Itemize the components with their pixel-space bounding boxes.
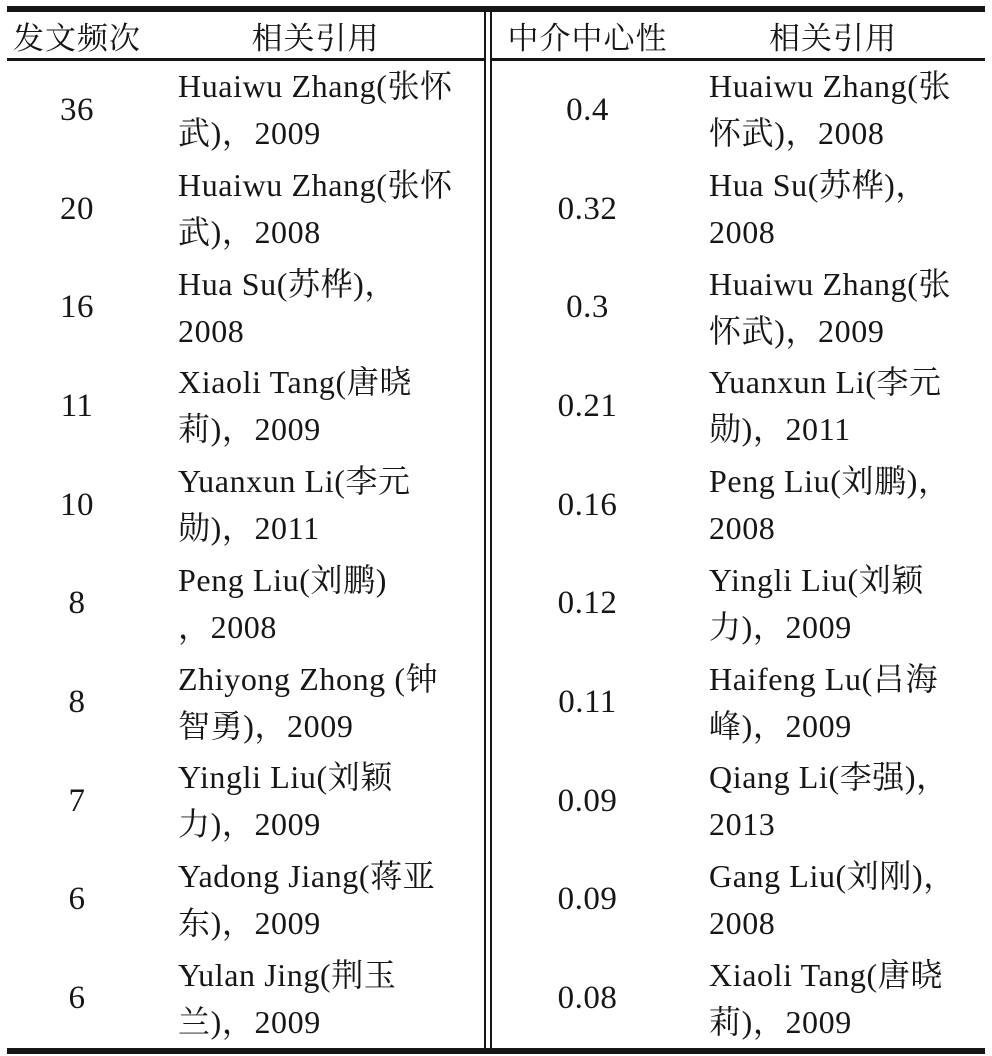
citation-line: 2008 [709, 510, 776, 547]
frequency-value: 10 [60, 486, 94, 523]
citation-line: 力)，2009 [178, 806, 321, 843]
citation-line: 莉)，2009 [709, 1003, 852, 1040]
citation-line: 2013 [709, 806, 776, 843]
centrality-value: 0.16 [557, 486, 618, 523]
table-row [7, 160, 985, 259]
citation-line: Xiaoli Tang(唐晓 [178, 364, 412, 401]
centrality-citation-cell [681, 456, 985, 555]
header-related-citation-left: 相关引用 [251, 20, 380, 56]
table-header-row [7, 12, 985, 61]
citation-line: 智勇)，2009 [178, 707, 354, 744]
centrality-value: 0.3 [566, 289, 609, 326]
header-publication-frequency: 发文频次 [13, 20, 141, 56]
citation-line: 勋)，2011 [178, 510, 320, 547]
centrality-value: 0.4 [566, 91, 609, 128]
citation-line: Peng Liu(刘鹏) [178, 561, 387, 598]
table-row [7, 61, 985, 160]
citation-line: ，2008 [178, 608, 278, 645]
frequency-citation-cell [147, 160, 484, 259]
centrality-citation-cell [681, 555, 985, 654]
centrality-citation-cell [681, 653, 985, 752]
citation-line: 2008 [709, 904, 776, 941]
centrality-citation-cell [681, 949, 985, 1048]
table-row [7, 258, 985, 357]
citation-line: 怀武)，2009 [709, 312, 885, 349]
frequency-value: 11 [60, 387, 94, 424]
citation-line: Yuanxun Li(李元 [178, 463, 411, 500]
frequency-citation-cell [147, 949, 484, 1048]
centrality-value: 0.11 [558, 684, 617, 721]
citation-line: Peng Liu(刘鹏)， [709, 463, 951, 500]
frequency-citation-cell [147, 752, 484, 851]
table-row [7, 949, 985, 1048]
table-row [7, 555, 985, 654]
citation-line: Hua Su(苏桦)， [709, 167, 929, 204]
frequency-citation-cell [147, 357, 484, 456]
frequency-citation-cell [147, 555, 484, 654]
frequency-value: 36 [60, 91, 94, 128]
frequency-value: 8 [68, 585, 86, 622]
citation-line: 怀武)，2008 [709, 115, 885, 152]
citation-line: 莉)，2009 [178, 411, 321, 448]
centrality-citation-cell [681, 258, 985, 357]
frequency-citation-cell [147, 258, 484, 357]
table-row [7, 851, 985, 950]
citation-line: Yulan Jing(荆玉 [178, 956, 397, 993]
centrality-citation-cell [681, 160, 985, 259]
centrality-value: 0.12 [557, 585, 618, 622]
citation-line: 2008 [709, 214, 776, 251]
table-row [7, 357, 985, 456]
citation-line: Qiang Li(李强)， [709, 759, 949, 796]
citation-line: Yadong Jiang(蒋亚 [178, 857, 436, 894]
frequency-value: 8 [68, 684, 86, 721]
centrality-citation-cell [681, 61, 985, 160]
citation-line: 武)，2008 [178, 214, 321, 251]
citation-line: Huaiwu Zhang(张怀 [178, 167, 453, 204]
citation-line: 力)，2009 [709, 608, 852, 645]
citation-line: Xiaoli Tang(唐晓 [709, 956, 943, 993]
citation-line: Haifeng Lu(吕海 [709, 660, 939, 697]
table-row [7, 752, 985, 851]
citation-line: Hua Su(苏桦)， [178, 265, 398, 302]
frequency-citation-cell [147, 456, 484, 555]
table-body [7, 61, 985, 1048]
double-rule-divider [484, 12, 492, 1048]
table-row [7, 456, 985, 555]
citation-line: Huaiwu Zhang(张怀 [178, 68, 453, 105]
frequency-citation-cell [147, 851, 484, 950]
centrality-citation-cell [681, 851, 985, 950]
centrality-value: 0.08 [557, 980, 618, 1017]
citation-line: 兰)，2009 [178, 1003, 321, 1040]
frequency-value: 6 [68, 881, 86, 918]
centrality-value: 0.09 [557, 782, 618, 819]
citation-line: 勋)，2011 [709, 411, 851, 448]
frequency-citation-cell [147, 653, 484, 752]
citation-line: Yuanxun Li(李元 [709, 364, 942, 401]
citation-line: 峰)，2009 [709, 707, 852, 744]
centrality-value: 0.09 [557, 881, 618, 918]
centrality-value: 0.21 [557, 387, 618, 424]
frequency-citation-cell [147, 61, 484, 160]
citation-line: Huaiwu Zhang(张 [709, 68, 952, 105]
centrality-citation-cell [681, 357, 985, 456]
centrality-citation-cell [681, 752, 985, 851]
frequency-value: 7 [68, 782, 86, 819]
citation-table [7, 6, 985, 1054]
table-row [7, 653, 985, 752]
citation-line: 武)，2009 [178, 115, 321, 152]
header-betweenness-centrality: 中介中心性 [507, 20, 668, 56]
frequency-value: 20 [60, 190, 94, 227]
citation-line: Gang Liu(刘刚)， [709, 857, 956, 894]
citation-line: 2008 [178, 312, 245, 349]
citation-line: Yingli Liu(刘颖 [709, 561, 924, 598]
header-related-citation-right: 相关引用 [769, 20, 897, 56]
centrality-value: 0.32 [557, 190, 618, 227]
citation-line: Huaiwu Zhang(张 [709, 265, 952, 302]
frequency-value: 16 [60, 289, 94, 326]
citation-line: 东)，2009 [178, 904, 321, 941]
citation-line: Zhiyong Zhong (钟 [178, 660, 439, 697]
citation-line: Yingli Liu(刘颖 [178, 759, 393, 796]
frequency-value: 6 [68, 980, 86, 1017]
